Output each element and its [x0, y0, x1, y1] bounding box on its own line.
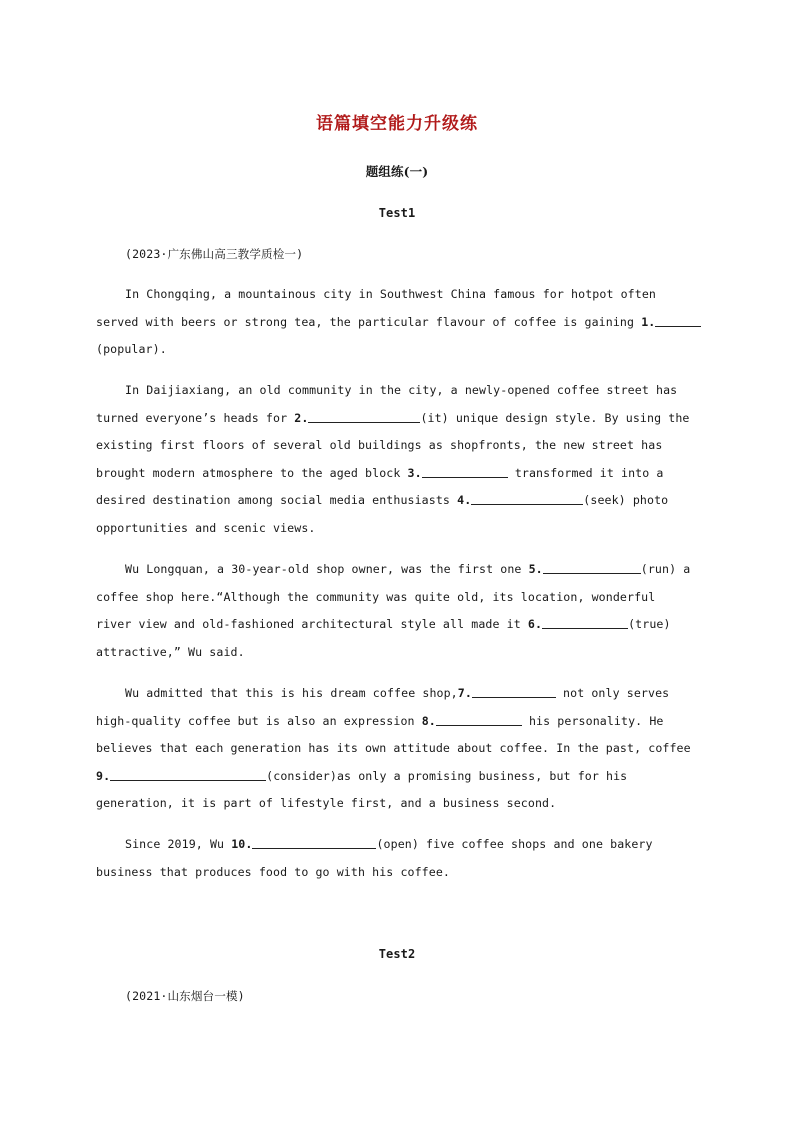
text-line	[96, 680, 696, 708]
text-segment: (it) unique design style. By using the	[420, 410, 690, 425]
paragraph-4	[96, 680, 696, 818]
text-segment: (run) a	[640, 562, 691, 576]
question-number-6: 6.	[527, 617, 543, 632]
text-line: generation, it is part of lifestyle first, and a business second.	[96, 796, 557, 811]
question-number-1: 1.	[641, 314, 656, 329]
answer-blank-7[interactable]	[472, 685, 556, 698]
text-line	[96, 708, 696, 736]
answer-blank-8[interactable]	[436, 713, 522, 726]
text-segment: served with beers or strong tea, the particular flavour of coffee is gaining	[96, 314, 635, 329]
test1-source: (2023·广东佛山高三教学质检一)	[125, 247, 304, 261]
text-line: attractive,” Wu said.	[96, 644, 245, 659]
text-segment: brought modern atmosphere to the aged block	[96, 465, 401, 480]
question-number-10: 10.	[231, 837, 253, 851]
text-segment: (seek) photo	[583, 493, 669, 508]
test1-heading: Test1	[378, 206, 416, 220]
text-segment: Wu admitted that this is his dream coffee shop,	[125, 686, 458, 700]
text-line: opportunities and scenic views.	[96, 520, 316, 535]
text-line: coffee shop here.“Although the community was quite old, its location, wonderful	[96, 589, 656, 604]
paragraph-2	[96, 377, 696, 543]
text-line: believes that each generation has its own attitude about coffee. In the past, coffee	[96, 741, 691, 756]
text-segment: transformed it into a	[514, 465, 664, 480]
text-line	[96, 611, 696, 639]
answer-blank-4[interactable]	[471, 492, 583, 505]
text-segment: (true)	[628, 617, 671, 632]
text-line	[96, 556, 696, 584]
answer-blank-9[interactable]	[110, 768, 266, 781]
section-subtitle: 题组练(一)	[365, 164, 429, 179]
text-segment: turned everyone’s heads for	[96, 410, 288, 425]
test2-source: (2021·山东烟台一模)	[125, 989, 245, 1003]
question-number-9: 9.	[96, 768, 111, 783]
text-line	[96, 763, 696, 791]
text-line	[96, 460, 696, 488]
question-number-2: 2.	[294, 410, 309, 425]
question-number-8: 8.	[421, 713, 436, 728]
question-number-4: 4.	[457, 493, 472, 508]
text-segment: river view and old-fashioned architectural style all made it	[96, 617, 521, 632]
text-segment: (consider)as only a promising business, but for his	[266, 768, 628, 783]
text-line: (popular).	[96, 342, 167, 357]
text-line: business that produces food to go with his coffee.	[96, 864, 451, 879]
text-segment: (open) five coffee shops and one bakery	[376, 837, 653, 851]
text-segment: Wu Longquan, a 30-year-old shop owner, was the first one	[125, 562, 522, 576]
text-line: In Daijiaxiang, an old community in the city, a newly-opened coffee street has	[125, 383, 678, 397]
test2-heading: Test2	[378, 947, 416, 961]
text-line	[96, 831, 696, 859]
text-segment: high-quality coffee but is also an expression	[96, 713, 415, 728]
text-line: In Chongqing, a mountainous city in Southwest China famous for hotpot often	[125, 287, 657, 301]
text-segment: Since 2019, Wu	[125, 837, 225, 851]
page-title: 语篇填空能力升级练	[316, 114, 478, 134]
text-line	[96, 405, 696, 433]
answer-blank-1[interactable]	[655, 314, 701, 327]
answer-blank-5[interactable]	[543, 561, 641, 574]
text-segment: not only serves	[563, 686, 670, 700]
question-number-3: 3.	[407, 465, 422, 480]
paragraph-1	[96, 281, 696, 364]
text-line	[96, 487, 696, 515]
answer-blank-2[interactable]	[308, 410, 420, 423]
text-segment: his personality. He	[528, 713, 664, 728]
question-number-5: 5.	[528, 562, 543, 576]
answer-blank-10[interactable]	[252, 836, 376, 849]
answer-blank-6[interactable]	[542, 616, 628, 629]
text-segment: desired destination among social media enthusiasts	[96, 493, 451, 508]
text-line: existing first floors of several old buildings as shopfronts, the new street has	[96, 438, 663, 453]
text-line	[96, 309, 696, 337]
paragraph-3	[96, 556, 696, 666]
question-number-7: 7.	[457, 686, 472, 700]
answer-blank-3[interactable]	[422, 465, 508, 478]
paragraph-5	[96, 831, 696, 886]
